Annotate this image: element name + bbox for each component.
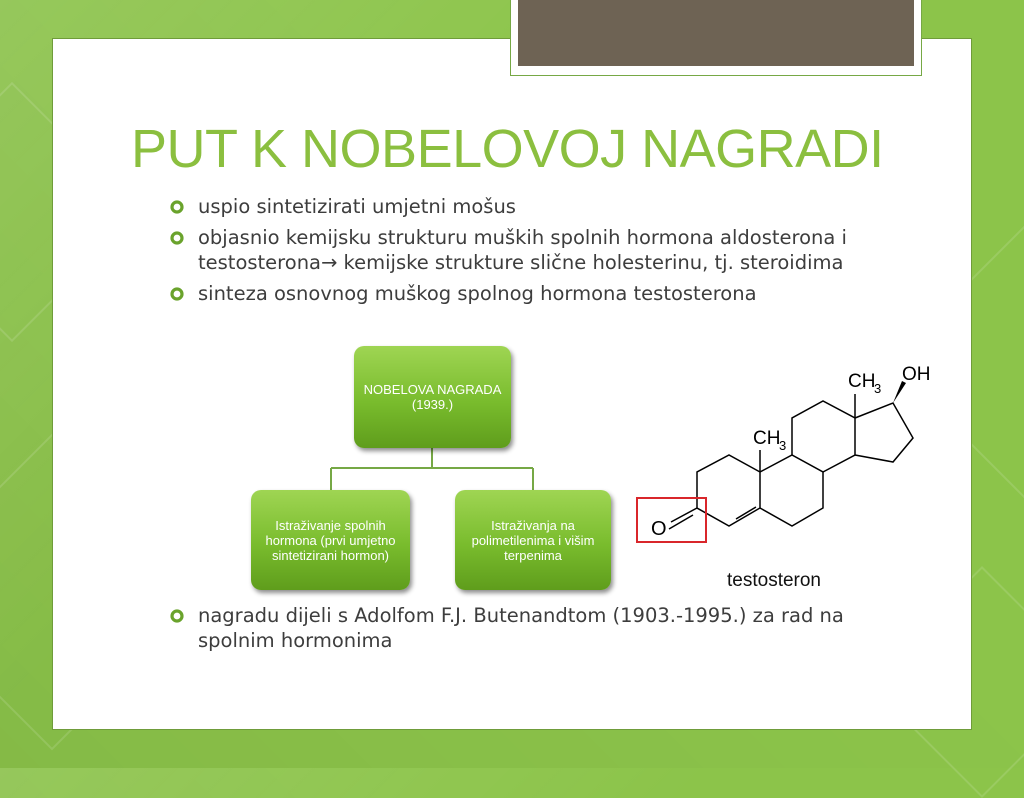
bullet-item	[170, 194, 850, 219]
slide-title: PUT K NOBELOVOJ NAGRADI	[131, 119, 884, 179]
hormone-research-box: Istraživanje spolnih hormona (prvi umjetno sintetizirani hormon)	[251, 490, 410, 590]
ring-bullet-icon	[170, 200, 184, 214]
bullet-item	[170, 281, 850, 306]
bullet-text: objasnio kemijsku strukturu muških spolnih hormona aldosterona i testosterona→ kemijske strukture slične holesterinu, tj. steroidima	[198, 226, 847, 274]
bullet-text: uspio sintetizirati umjetni mošus	[198, 195, 516, 218]
ch3-subscript-top: 3	[874, 381, 882, 396]
bullet-text: sinteza osnovnog muškog spolnog hormona testosterona	[198, 282, 757, 305]
bullet-list	[170, 194, 850, 312]
ch3-label-mid: CH	[753, 428, 781, 449]
testosterone-structure	[630, 350, 960, 600]
bullet-text: nagradu dijeli s Adolfom F.J. Butenandtom (1903.-1995.) za rad na spolnim hormonima	[198, 604, 844, 652]
ch3-label-top: CH	[848, 371, 876, 392]
header-tab-fill	[518, 0, 914, 66]
oxygen-label: O	[651, 518, 667, 540]
oh-label: OH	[902, 364, 931, 385]
ring-bullet-icon	[170, 231, 184, 245]
polymethylene-research-box: Istraživanja na polimetilenima i višim terpenima	[455, 490, 611, 590]
carbonyl-highlight	[637, 498, 706, 542]
molecule-name: testosteron	[727, 570, 821, 591]
ring-bullet-icon	[170, 609, 184, 623]
bullet-item	[170, 603, 888, 653]
ch3-subscript-mid: 3	[779, 438, 787, 453]
bullet-item	[170, 225, 850, 275]
nobel-prize-box: NOBELOVA NAGRADA (1939.)	[354, 346, 511, 448]
ring-bullet-icon	[170, 287, 184, 301]
